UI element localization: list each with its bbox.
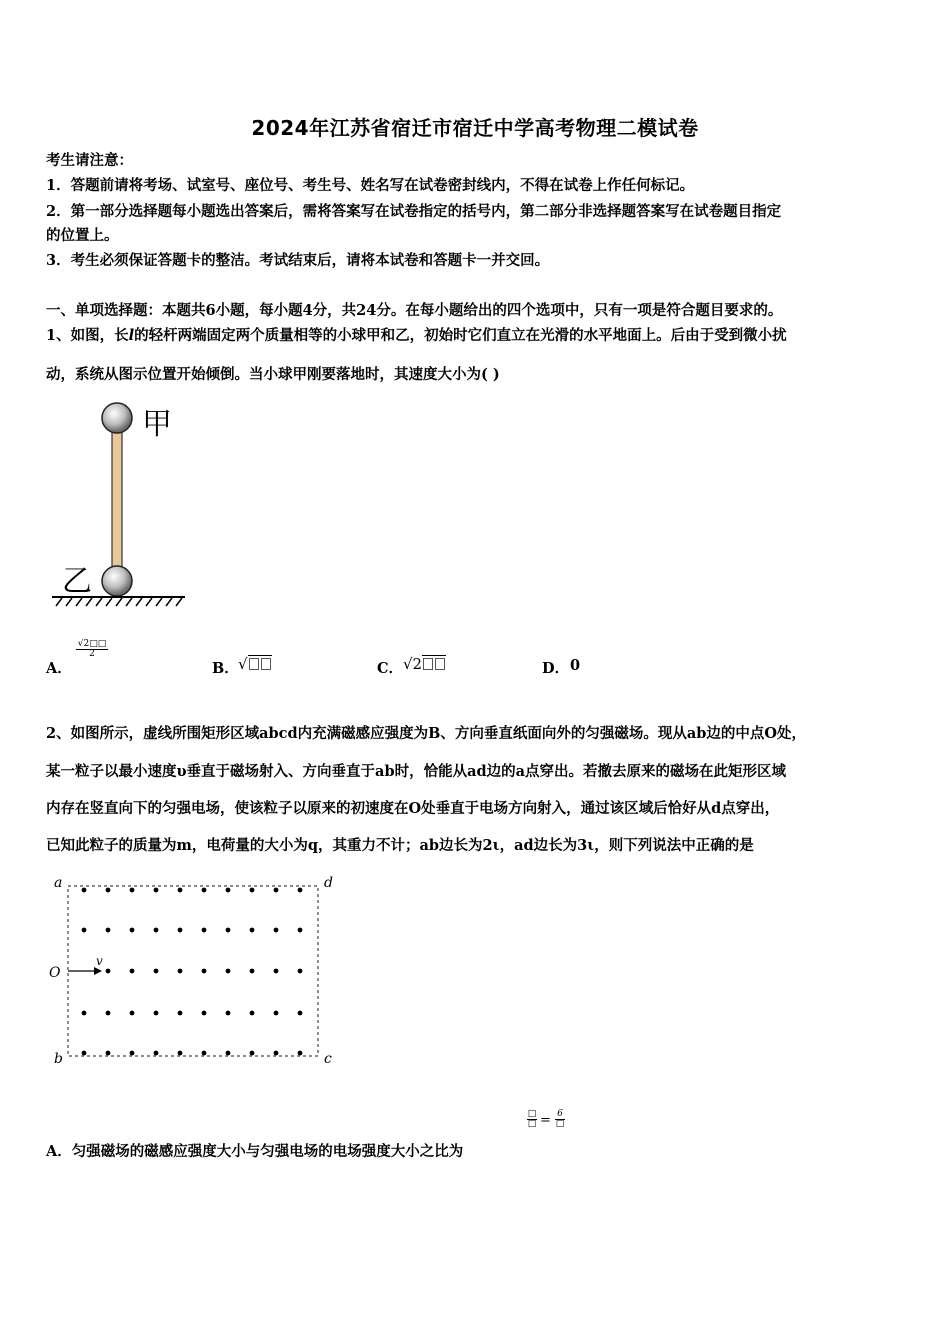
arrow-head xyxy=(94,967,102,975)
field-dot xyxy=(250,1051,255,1056)
rod xyxy=(112,426,122,576)
equals-sign: = xyxy=(540,1113,551,1128)
field-dot xyxy=(298,888,303,893)
field-dot xyxy=(178,969,183,974)
label-o: O xyxy=(49,965,61,981)
field-dot xyxy=(274,1011,279,1016)
sqrt-2: √2 xyxy=(403,655,423,673)
q1-option-d-value: 0 xyxy=(570,657,581,674)
field-dot xyxy=(106,1051,111,1056)
q1-option-d-label: D． xyxy=(542,660,570,677)
q2-stem-line4: 已知此粒子的质量为m，电荷量的大小为q，其重力不计；ab边长为2ι，ad边长为3ι，则下列说法中正确的是 xyxy=(46,837,754,854)
field-dot xyxy=(178,928,183,933)
field-dot xyxy=(154,969,159,974)
q1-stem-pre: 1、如图，长 xyxy=(46,327,129,344)
field-dot xyxy=(130,888,135,893)
field-dot xyxy=(250,1011,255,1016)
ball-top xyxy=(102,403,132,433)
frac-right-num: 6 xyxy=(555,1110,565,1120)
frac-left xyxy=(527,1110,537,1129)
field-dot xyxy=(226,1011,231,1016)
field-dot xyxy=(226,969,231,974)
field-dot xyxy=(130,1011,135,1016)
radicand xyxy=(422,655,446,673)
frac-left-num: □ xyxy=(527,1109,537,1119)
frac-right-den: □ xyxy=(555,1119,565,1129)
field-dot xyxy=(250,969,255,974)
q1-stem-line1 xyxy=(46,326,787,346)
frac-left-den: □ xyxy=(527,1119,537,1129)
q1-figure xyxy=(50,398,200,610)
field-dot xyxy=(154,928,159,933)
field-dot xyxy=(82,1011,87,1016)
field-dot xyxy=(202,1051,207,1056)
field-dot xyxy=(250,928,255,933)
section1-heading: 一、单项选择题：本题共6小题，每小题4分，共24分。在每小题给出的四个选项中，只有一项是符合题目要求的。 xyxy=(46,302,783,319)
field-dot xyxy=(130,969,135,974)
label-yi: 乙 xyxy=(62,564,92,599)
label-c: c xyxy=(324,1051,332,1067)
q2-figure xyxy=(44,870,344,1070)
q2-stem-line2: 某一粒子以最小速度υ垂直于磁场射入、方向垂直于ab时，恰能从ad边的a点穿出。若撤去原来的磁场在此矩形区域 xyxy=(46,763,787,780)
frac-right xyxy=(555,1110,565,1129)
field-dot xyxy=(274,888,279,893)
field-dot xyxy=(178,888,183,893)
page-title: 2024年江苏省宿迁市宿迁中学高考物理二模试卷 xyxy=(251,116,699,140)
field-dot xyxy=(82,928,87,933)
radicand xyxy=(248,655,272,673)
q1-option-a-den: 2 xyxy=(89,649,95,659)
q1-option-b-label: B． xyxy=(212,660,239,677)
notice-item-2: 2．第一部分选择题每小题选出答案后，需将答案写在试卷指定的括号内，第二部分非选择题答案写在试卷题目指定 xyxy=(46,203,782,220)
field-dot xyxy=(82,1051,87,1056)
label-a: a xyxy=(54,875,63,891)
field-dot xyxy=(298,969,303,974)
q1-option-a-frac xyxy=(76,640,108,659)
field-dot xyxy=(106,969,111,974)
field-dots xyxy=(82,888,303,1056)
label-jia: 甲 xyxy=(142,407,172,442)
q1-stem-post: 的轻杆两端固定两个质量相等的小球甲和乙，初始时它们直立在光滑的水平地面上。后由于受到微小扰 xyxy=(134,327,787,344)
ball-bottom xyxy=(102,566,132,596)
q2-stem-line1: 2、如图所示，虚线所围矩形区域abcd内充满磁感应强度为B、方向垂直纸面向外的匀强磁场。现从ab边的中点O处， xyxy=(46,725,807,742)
q1-option-a-label: A． xyxy=(46,660,72,677)
notice-item-3: 3．考生必须保证答题卡的整洁。考试结束后，请将本试卷和答题卡一并交回。 xyxy=(46,252,550,269)
field-dot xyxy=(226,1051,231,1056)
field-dot xyxy=(202,1011,207,1016)
field-dot xyxy=(298,928,303,933)
field-dot xyxy=(82,888,87,893)
field-boundary xyxy=(68,886,318,1056)
label-d: d xyxy=(324,875,333,891)
field-dot xyxy=(202,969,207,974)
field-dot xyxy=(154,1011,159,1016)
sqrt-sign: √ xyxy=(238,655,248,673)
q1-option-b-value xyxy=(238,655,272,673)
field-dot xyxy=(130,1051,135,1056)
field-dot xyxy=(202,928,207,933)
field-dot xyxy=(178,1051,183,1056)
field-dot xyxy=(202,888,207,893)
field-dot xyxy=(178,1011,183,1016)
q2-option-a-formula xyxy=(527,1110,573,1140)
field-dot xyxy=(226,928,231,933)
field-dot xyxy=(298,1051,303,1056)
label-v: v xyxy=(96,954,103,968)
label-b: b xyxy=(54,1051,63,1067)
notice-heading: 考生请注意： xyxy=(46,152,133,169)
field-dot xyxy=(130,928,135,933)
field-dot xyxy=(226,888,231,893)
q1-option-c-value xyxy=(403,655,446,673)
notice-item-1: 1．答题前请将考场、试室号、座位号、考生号、姓名写在试卷密封线内，不得在试卷上作任何标记。 xyxy=(46,177,695,194)
notice-item-2-cont: 的位置上。 xyxy=(46,227,119,244)
q1-stem-line2: 动，系统从图示位置开始倾倒。当小球甲刚要落地时，其速度大小为( ) xyxy=(46,366,500,383)
field-dot xyxy=(154,1051,159,1056)
field-dot xyxy=(298,1011,303,1016)
q1-option-c-label: C． xyxy=(377,660,404,677)
field-dot xyxy=(154,888,159,893)
field-dot xyxy=(250,888,255,893)
field-dot xyxy=(106,1011,111,1016)
q2-option-a: A．匀强磁场的磁感应强度大小与匀强电场的电场强度大小之比为 xyxy=(46,1143,464,1160)
field-dot xyxy=(274,969,279,974)
ground-hatch xyxy=(56,598,182,606)
field-dot xyxy=(106,888,111,893)
field-dot xyxy=(274,1051,279,1056)
field-dot xyxy=(274,928,279,933)
q1-option-a-num: √2□□ xyxy=(77,639,107,649)
field-dot xyxy=(106,928,111,933)
q2-stem-line3: 内存在竖直向下的匀强电场，使该粒子以原来的初速度在O处垂直于电场方向射入，通过该区域后恰好从d点穿出， xyxy=(46,800,780,817)
q1-stem-var: l xyxy=(128,327,135,344)
